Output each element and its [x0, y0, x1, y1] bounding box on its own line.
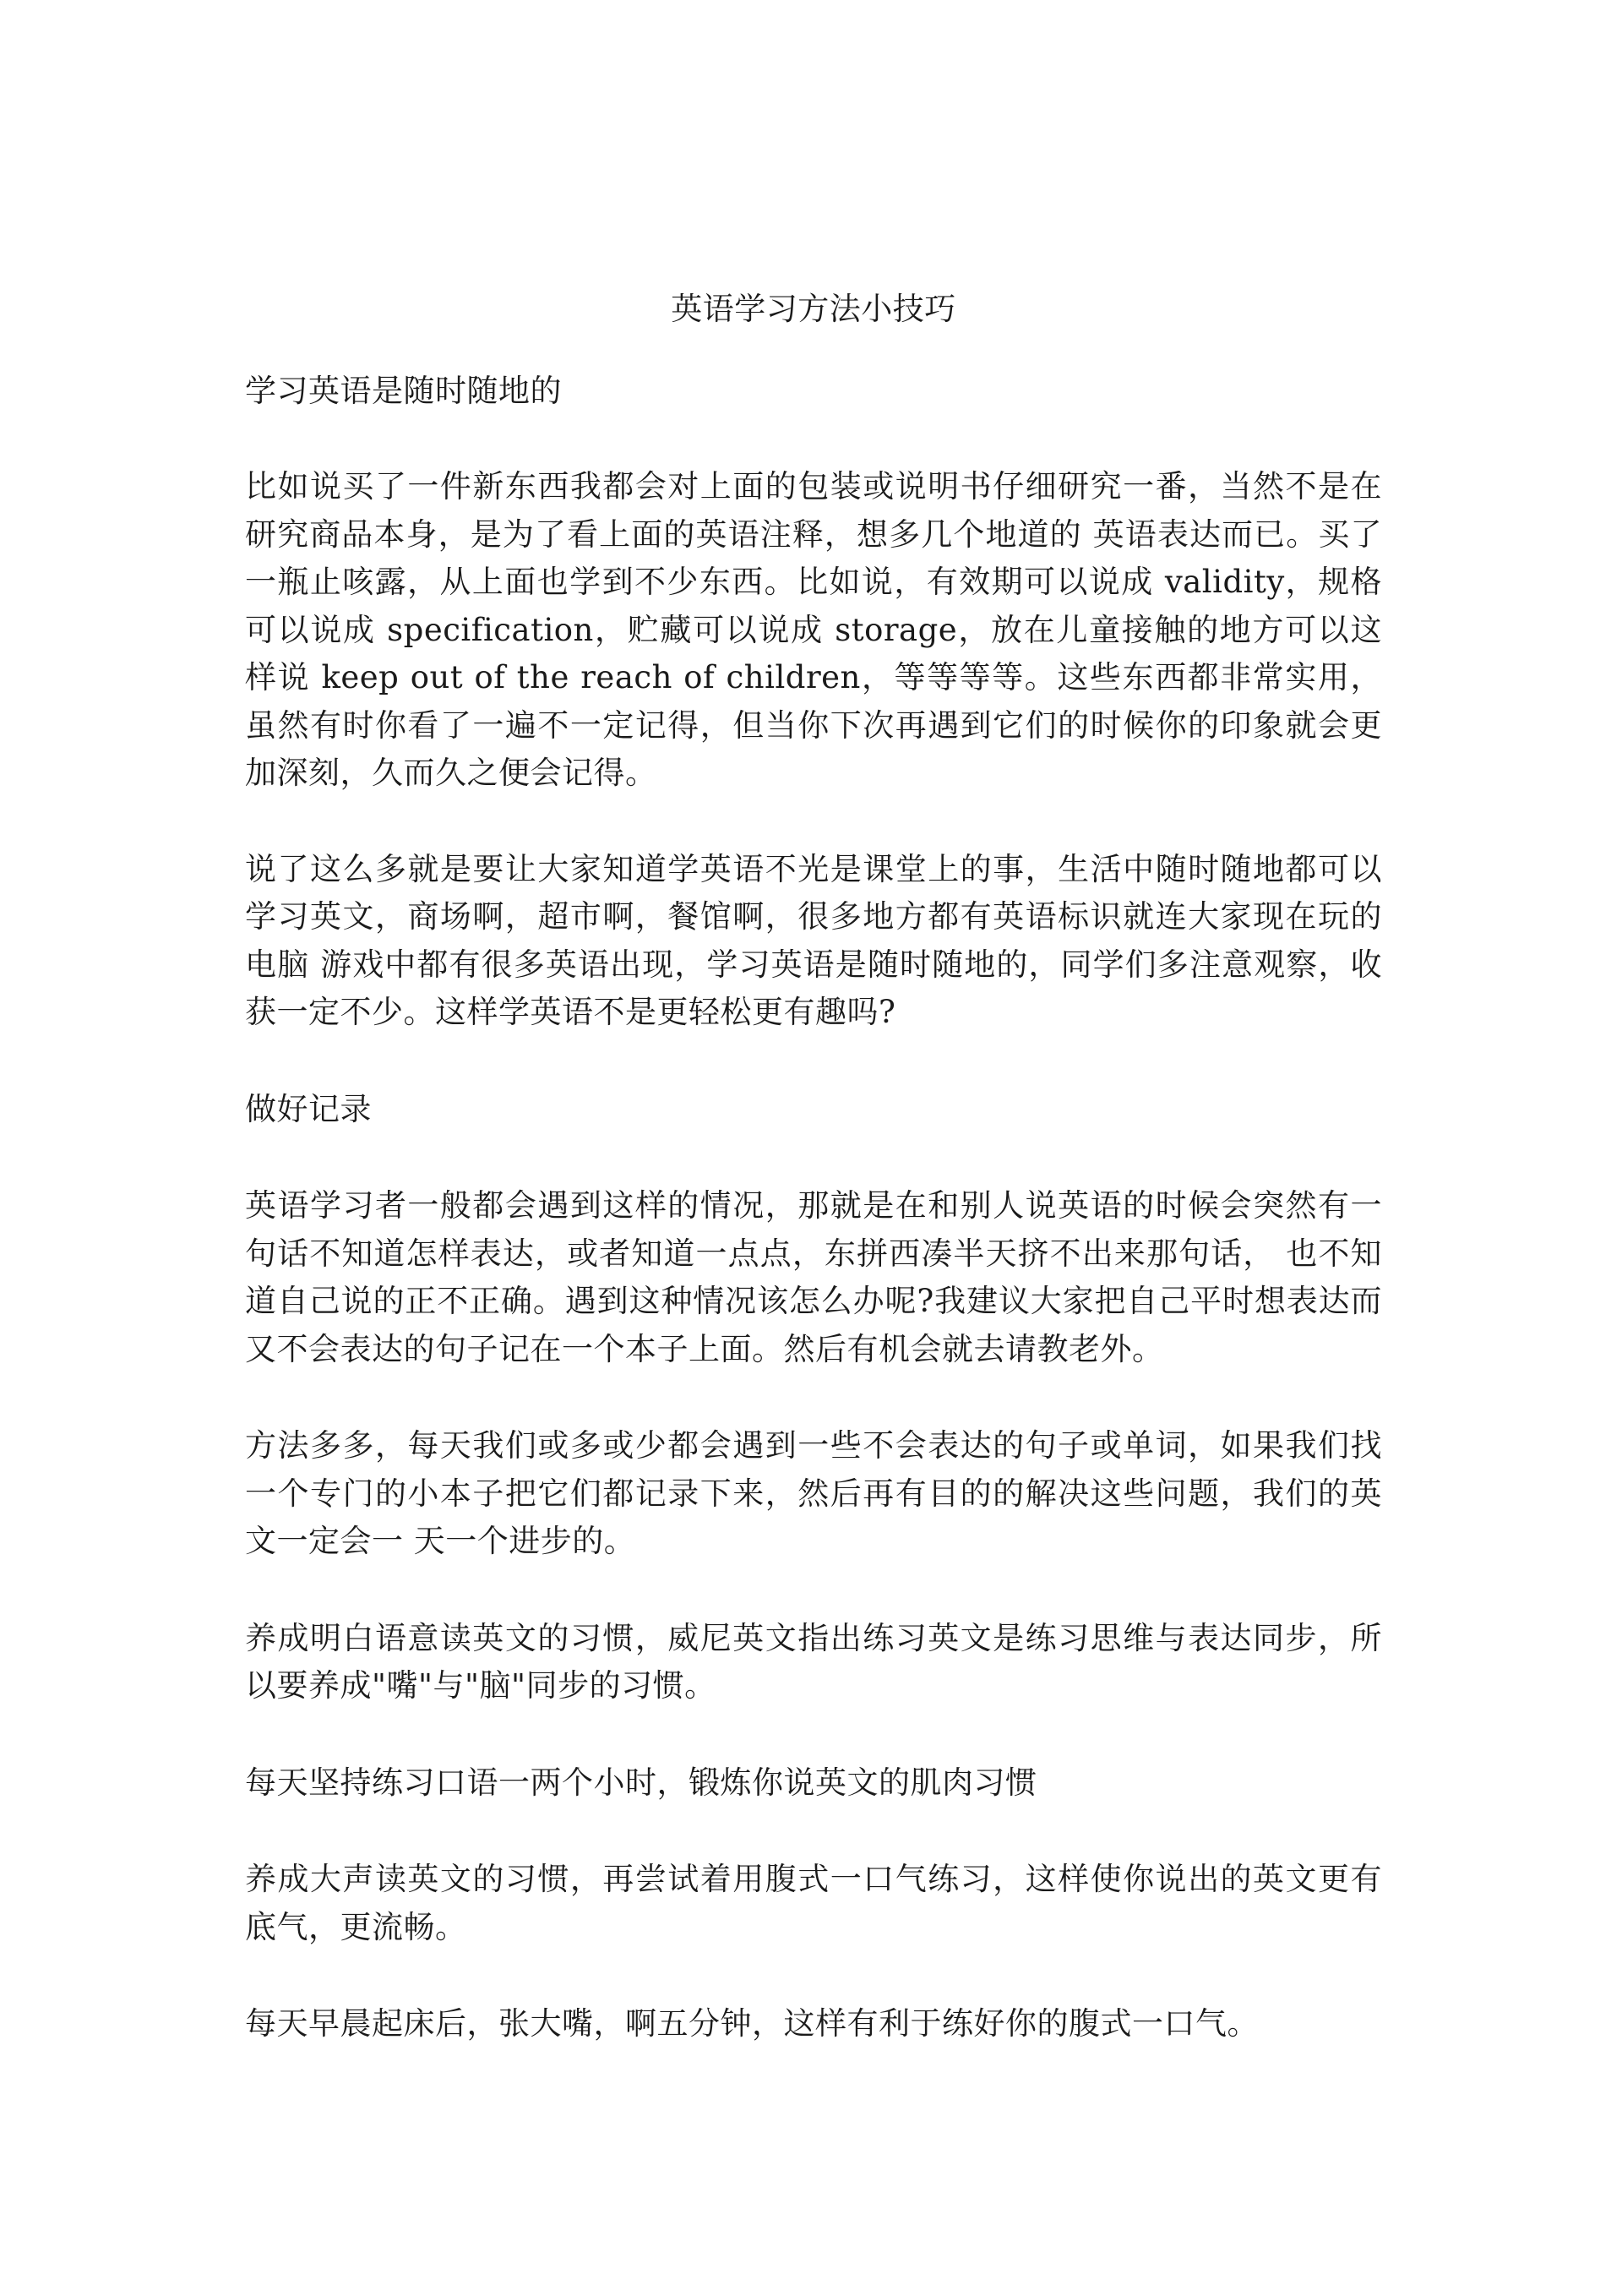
paragraph-daily-practice: 每天坚持练习口语一两个小时，锻炼你说英文的肌肉习惯	[245, 1764, 1037, 1801]
document-title: 英语学习方法小技巧	[671, 291, 956, 327]
paragraph-morning-exercise: 每天早晨起床后，张大嘴，啊五分钟，这样有利于练好你的腹式一口气。	[245, 2005, 1259, 2042]
paragraph-many-methods: 方法多多，每天我们或多或少都会遇到一些不会表达的句子或单词，如果我们找一个专门的小本子把它们都记录下来，然后再有目的的解决这些问题，我们的英文一定会一 天一个进步的。	[245, 1427, 1382, 1559]
paragraph-heading-take-notes: 做好记录	[245, 1090, 372, 1127]
paragraph-heading-anytime: 学习英语是随时随地的	[245, 372, 562, 409]
paragraph-notebook-advice: 英语学习者一般都会遇到这样的情况，那就是在和别人说英语的时候会突然有一句话不知道怎样表达，或者知道一点点，东拼西凑半天挤不出来那句话， 也不知道自己说的正不正确。遇到这种情况该怎么办呢?我建议大家把自己平时想表达而又不会表达的句子记在一个本子上面。然后有机会就去请教老外。	[245, 1187, 1382, 1367]
paragraph-read-aloud: 养成大声读英文的习惯，再尝试着用腹式一口气练习，这样使你说出的英文更有底气，更流畅。	[245, 1861, 1382, 1945]
paragraph-mouth-brain-sync: 养成明白语意读英文的习惯，威尼英文指出练习英文是练习思维与表达同步，所以要养成"嘴"与"脑"同步的习惯。	[245, 1619, 1382, 1704]
document-body	[245, 286, 1382, 2048]
paragraph-learn-everywhere: 说了这么多就是要让大家知道学英语不光是课堂上的事，生活中随时随地都可以学习英文，商场啊，超市啊，餐馆啊，很多地方都有英语标识就连大家现在玩的电脑 游戏中都有很多英语出现，学习英语是随时随地的，同学们多注意观察，收获一定不少。这样学英语不是更轻松更有趣吗?	[245, 850, 1382, 1030]
paragraph-packaging-example: 比如说买了一件新东西我都会对上面的包装或说明书仔细研究一番，当然不是在研究商品本身，是为了看上面的英语注释，想多几个地道的 英语表达而已。买了一瓶止咳露，从上面也学到不少东西。比如说，有效期可以说成 validity，规格可以说成 specification，贮藏可以说成 storage，放在儿童接触的地方可以这样说 keep out of the reach of children，等等等等。这些东西都非常实用，虽然有时你看了一遍不一定记得，但当你下次再遇到它们的时候你的印象就会更加深刻，久而久之便会记得。	[245, 468, 1382, 791]
